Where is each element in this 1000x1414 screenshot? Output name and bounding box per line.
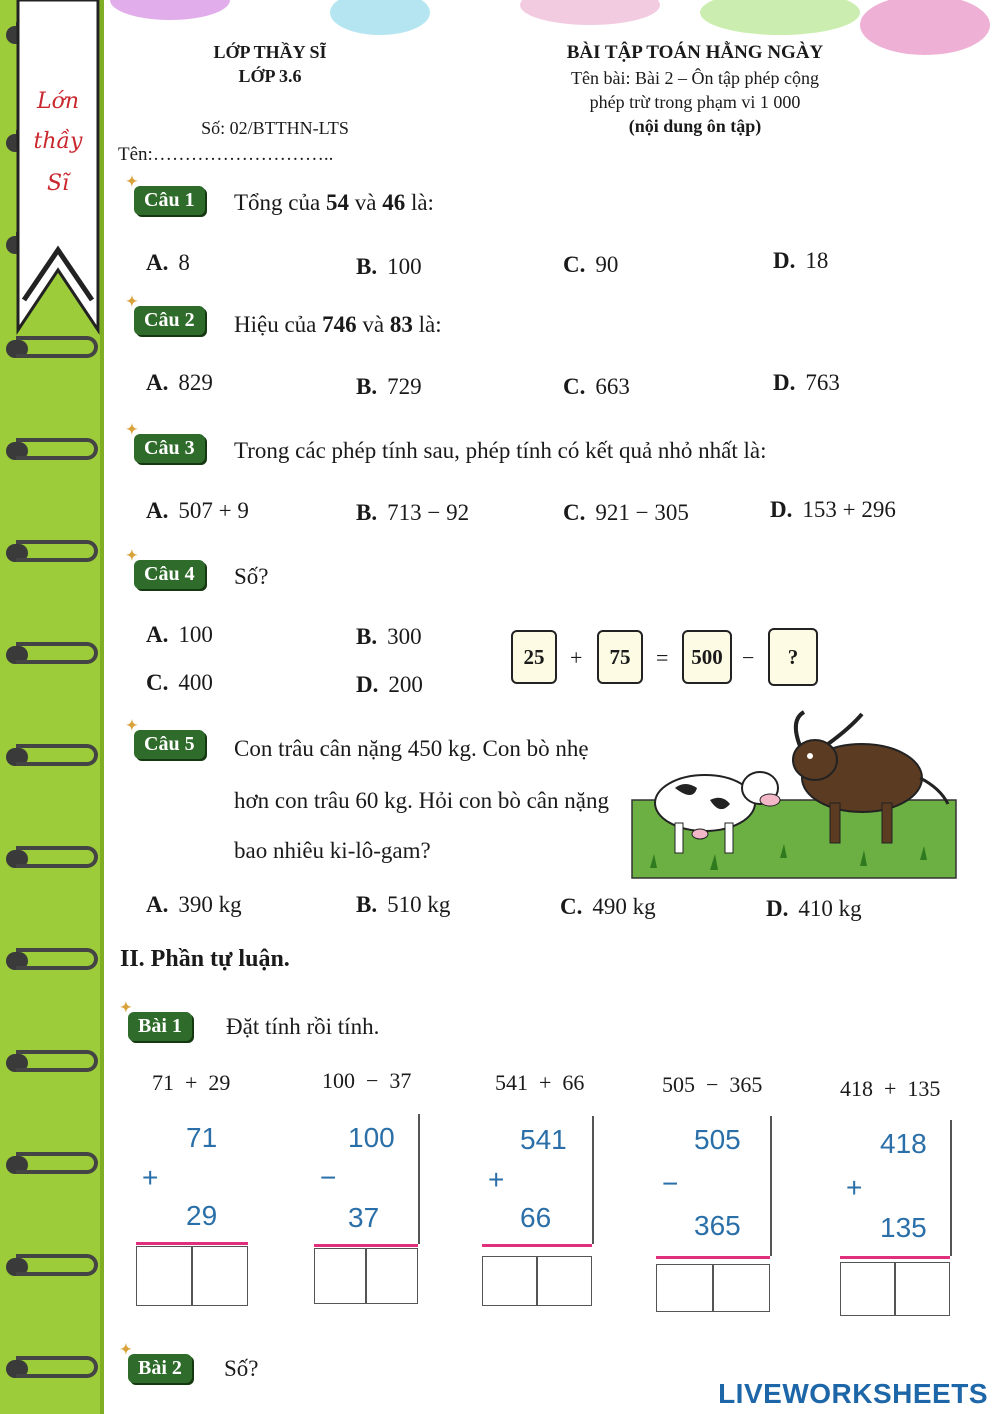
calc-margin-line (418, 1114, 420, 1244)
binder-loop (16, 1254, 98, 1276)
calc-bottom-number: 29 (186, 1200, 218, 1231)
calc-operator: − (662, 1168, 679, 1199)
ribbon-text-1: Lớn (36, 89, 80, 114)
calc-operator: + (142, 1162, 159, 1193)
answer-cell[interactable] (192, 1246, 248, 1306)
binder-ring (6, 846, 98, 872)
option-c[interactable]: C. 663 (563, 374, 630, 399)
binder-loop (16, 948, 98, 970)
ribbon-text-3: Sĩ (46, 171, 70, 196)
ribbon-text-2: thầy (33, 129, 83, 154)
option-d[interactable]: D. 153 + 296 (770, 497, 896, 522)
question-4-badge: ✦ Câu 4 (134, 560, 205, 589)
paint-splash (110, 0, 230, 20)
binder-loop (16, 540, 98, 562)
binder-loop (16, 846, 98, 868)
option-b[interactable]: B. 713 − 92 (356, 500, 470, 525)
binder-loop (16, 744, 98, 766)
equation-box-b: 75 (597, 630, 643, 684)
question-5-line-3: bao nhiêu ki-lô-gam? (234, 838, 431, 863)
calc-top-number: 418 (880, 1128, 927, 1159)
liveworksheets-logo: LIVEWORKSHEETS (718, 1378, 988, 1409)
answer-cell[interactable] (366, 1248, 418, 1304)
paint-splash (330, 0, 430, 35)
binder-ring (6, 1356, 98, 1382)
lesson-name: Tên bài: Bài 2 – Ôn tập phép cộng (571, 68, 819, 88)
option-c[interactable]: C. 490 kg (560, 894, 656, 919)
doc-number: Số: 02/BTTHN-LTS (201, 118, 349, 138)
binder-ring (6, 948, 98, 974)
calc-operator: + (846, 1172, 863, 1203)
equation-answer-box[interactable]: ? (768, 628, 818, 686)
calc-top-number: 541 (520, 1124, 567, 1155)
calc-answer-line (840, 1256, 950, 1259)
star-icon: ✦ (126, 175, 138, 190)
question-4-text: Số? (234, 564, 269, 589)
calc-expression: 71 + 29 (152, 1070, 231, 1095)
calc-expression: 100 − 37 (322, 1068, 412, 1093)
question-2-text: Hiệu của 746 và 83 là: (234, 312, 442, 337)
option-b[interactable]: B. 100 (356, 254, 422, 279)
answer-cell[interactable] (136, 1246, 192, 1306)
name-field[interactable]: Tên:……………………….. (118, 144, 334, 165)
calc-top-number: 100 (348, 1122, 395, 1153)
equation-op-minus: − (742, 645, 755, 670)
answer-cell[interactable] (656, 1264, 713, 1312)
buffalo-and-cow-illustration (630, 708, 960, 880)
class-name: LỚP THẦY SĨ (213, 42, 327, 62)
question-5-line-1: Con trâu cân nặng 450 kg. Con bò nhẹ (234, 736, 589, 761)
answer-cell[interactable] (314, 1248, 366, 1304)
worksheet-title: BÀI TẬP TOÁN HẰNG NGÀY (566, 42, 824, 63)
calc-answer-line (482, 1244, 592, 1247)
option-b[interactable]: B. 510 kg (356, 892, 451, 917)
section-2-title: II. Phần tự luận. (120, 946, 290, 972)
option-d[interactable]: D. 200 (356, 672, 423, 697)
equation-box-c: 500 (682, 630, 732, 684)
star-icon: ✦ (126, 295, 138, 310)
calc-expression: 541 + 66 (495, 1070, 585, 1095)
paint-splash (860, 0, 990, 55)
calc-answer-line (656, 1256, 770, 1259)
option-c[interactable]: C. 921 − 305 (563, 500, 689, 525)
binder-loop (16, 1152, 98, 1174)
exercise-2-badge: ✦ Bài 2 (128, 1354, 192, 1383)
calc-bottom-number: 365 (694, 1210, 741, 1241)
calc-operator: − (320, 1162, 337, 1193)
star-icon: ✦ (120, 1001, 132, 1016)
ribbon-bookmark (14, 0, 102, 340)
binder-loop (16, 1356, 98, 1378)
option-a[interactable]: A. 100 (146, 622, 213, 647)
lesson-scope: phép trừ trong phạm vi 1 000 (589, 92, 801, 112)
calc-bottom-number: 66 (520, 1202, 552, 1233)
calc-margin-line (592, 1116, 594, 1244)
question-5-line-2: hơn con trâu 60 kg. Hỏi con bò cân nặng (234, 788, 609, 813)
option-b[interactable]: B. 300 (356, 624, 422, 649)
equation-box-a: 25 (511, 630, 557, 684)
calc-answer-line (136, 1242, 248, 1245)
binder-loop (16, 1050, 98, 1072)
exercise-2-text: Số? (224, 1356, 259, 1381)
binder-loop (16, 438, 98, 460)
question-1-badge: ✦ Câu 1 (134, 186, 205, 215)
answer-cell[interactable] (537, 1256, 592, 1306)
binder-ring (6, 744, 98, 770)
equation-op-plus: + (570, 645, 583, 670)
question-5-badge: ✦ Câu 5 (134, 730, 205, 759)
class-code: LỚP 3.6 (238, 66, 302, 86)
calc-operator: + (488, 1164, 505, 1195)
exercise-1-text: Đặt tính rồi tính. (226, 1014, 380, 1039)
calc-top-number: 71 (186, 1122, 218, 1153)
star-icon: ✦ (120, 1343, 132, 1358)
question-3-badge: ✦ Câu 3 (134, 434, 205, 463)
question-2-badge: ✦ Câu 2 (134, 306, 205, 335)
option-d[interactable]: D. 763 (773, 370, 840, 395)
calc-answer-line (314, 1244, 418, 1247)
calc-bottom-number: 135 (880, 1212, 927, 1243)
question-3-text: Trong các phép tính sau, phép tính có kết quả nhỏ nhất là: (234, 438, 767, 463)
option-d[interactable]: D. 410 kg (766, 896, 862, 921)
question-1-text: Tổng của 54 và 46 là: (234, 190, 434, 215)
calc-top-number: 505 (694, 1124, 741, 1155)
calc-margin-line (950, 1120, 952, 1256)
option-a[interactable]: A. 8 (146, 250, 190, 275)
binder-ring (6, 1254, 98, 1280)
answer-cell[interactable] (840, 1262, 895, 1316)
star-icon: ✦ (126, 719, 138, 734)
star-icon: ✦ (126, 423, 138, 438)
answer-cell[interactable] (713, 1264, 770, 1312)
calc-expression: 418 + 135 (840, 1076, 941, 1101)
calc-bottom-number: 37 (348, 1202, 380, 1233)
calc-margin-line (770, 1116, 772, 1256)
answer-cell[interactable] (895, 1262, 950, 1316)
binder-ring (6, 1152, 98, 1178)
calc-expression: 505 − 365 (662, 1072, 763, 1097)
lesson-type: (nội dung ôn tập) (628, 116, 762, 136)
equation-equals: = (656, 645, 669, 670)
option-c[interactable]: C. 400 (146, 670, 213, 695)
option-b[interactable]: B. 729 (356, 374, 422, 399)
paint-splash (700, 0, 860, 35)
option-a[interactable]: A. 507 + 9 (146, 498, 249, 523)
exercise-1-badge: ✦ Bài 1 (128, 1012, 192, 1041)
binder-ring (6, 438, 98, 464)
option-c[interactable]: C. 90 (563, 252, 619, 277)
binder-loop (16, 642, 98, 664)
star-icon: ✦ (126, 549, 138, 564)
binder-ring (6, 642, 98, 668)
answer-cell[interactable] (482, 1256, 537, 1306)
paint-splash (520, 0, 660, 25)
option-a[interactable]: A. 829 (146, 370, 213, 395)
option-a[interactable]: A. 390 kg (146, 892, 242, 917)
binder-ring (6, 1050, 98, 1076)
binder-ring (6, 540, 98, 566)
option-d[interactable]: D. 18 (773, 248, 829, 273)
